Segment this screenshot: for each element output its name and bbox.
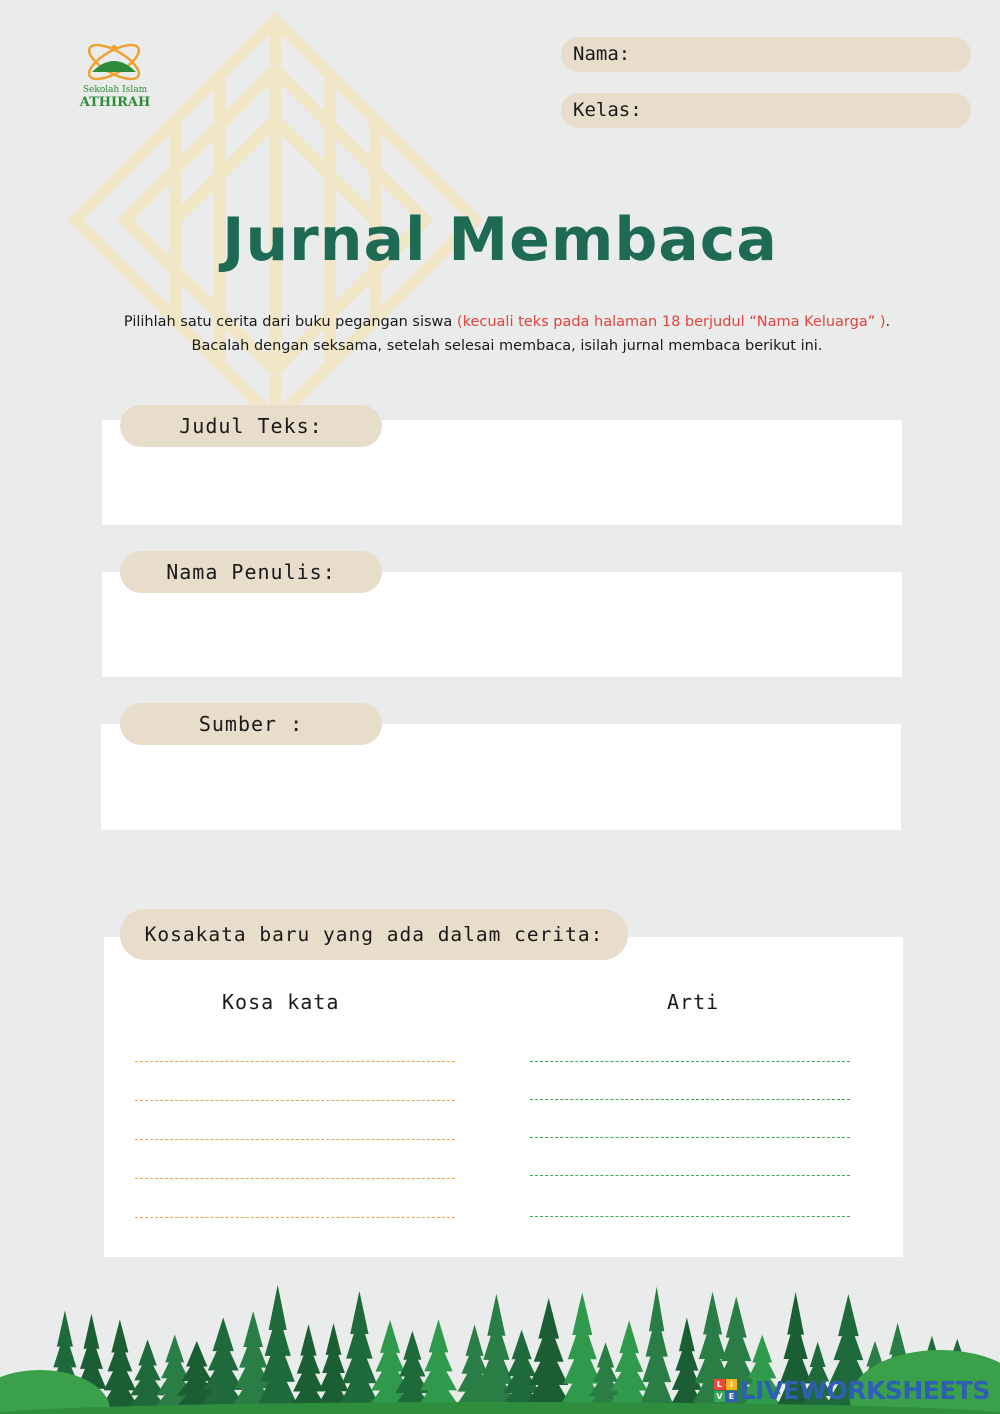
instructions-part2: . Bacalah dengan seksama, setelah selesai membaca, isilah jurnal membaca berikut ini. [191, 314, 891, 354]
vocab-label-pill: Kosakata baru yang ada dalam cerita: [120, 909, 628, 960]
liveworksheets-watermark [714, 1374, 990, 1406]
class-field-pill [561, 93, 971, 128]
page-title: Jurnal Membaca [222, 205, 778, 275]
vocab-meaning-input-3[interactable] [530, 1116, 850, 1138]
vocab-word-input-1[interactable] [135, 1040, 455, 1062]
name-label: Nama: [573, 43, 631, 65]
vocab-meaning-input-2[interactable] [530, 1078, 850, 1100]
title-label-pill: Judul Teks: [120, 405, 382, 447]
vocab-word-input-5[interactable] [135, 1196, 455, 1218]
vocab-meaning-header: Arti [667, 990, 720, 1014]
vocab-meaning-input-1[interactable] [530, 1040, 850, 1062]
title-answer-input[interactable] [122, 456, 882, 513]
author-label-pill: Nama Penulis: [120, 551, 382, 593]
instructions-part1: Pilihlah satu cerita dari buku pegangan siswa [123, 314, 457, 330]
liveworksheets-logo-icon: L I V E [714, 1379, 737, 1402]
class-label: Kelas: [573, 99, 642, 121]
instructions-highlight: (kecuali teks pada halaman 18 berjudul “Nama Keluarga” ) [456, 314, 886, 330]
vocab-word-header: Kosa kata [222, 990, 340, 1014]
source-answer-input[interactable] [121, 760, 881, 818]
class-input[interactable] [661, 97, 956, 124]
watermark-text: LIVEWORKSHEETS [739, 1375, 990, 1405]
source-label-pill: Sumber : [120, 703, 382, 745]
vocab-word-input-2[interactable] [135, 1079, 455, 1101]
logo-school-name: ATHIRAH [79, 95, 151, 110]
author-answer-input[interactable] [122, 608, 882, 665]
name-field-pill [561, 37, 971, 72]
logo-school-type: Sekolah Islam [82, 85, 148, 95]
vocab-word-input-4[interactable] [135, 1157, 455, 1179]
vocab-meaning-input-4[interactable] [530, 1154, 850, 1176]
vocab-word-input-3[interactable] [135, 1118, 455, 1140]
instructions [122, 310, 892, 358]
name-input[interactable] [661, 41, 956, 68]
vocab-meaning-input-5[interactable] [530, 1195, 850, 1217]
